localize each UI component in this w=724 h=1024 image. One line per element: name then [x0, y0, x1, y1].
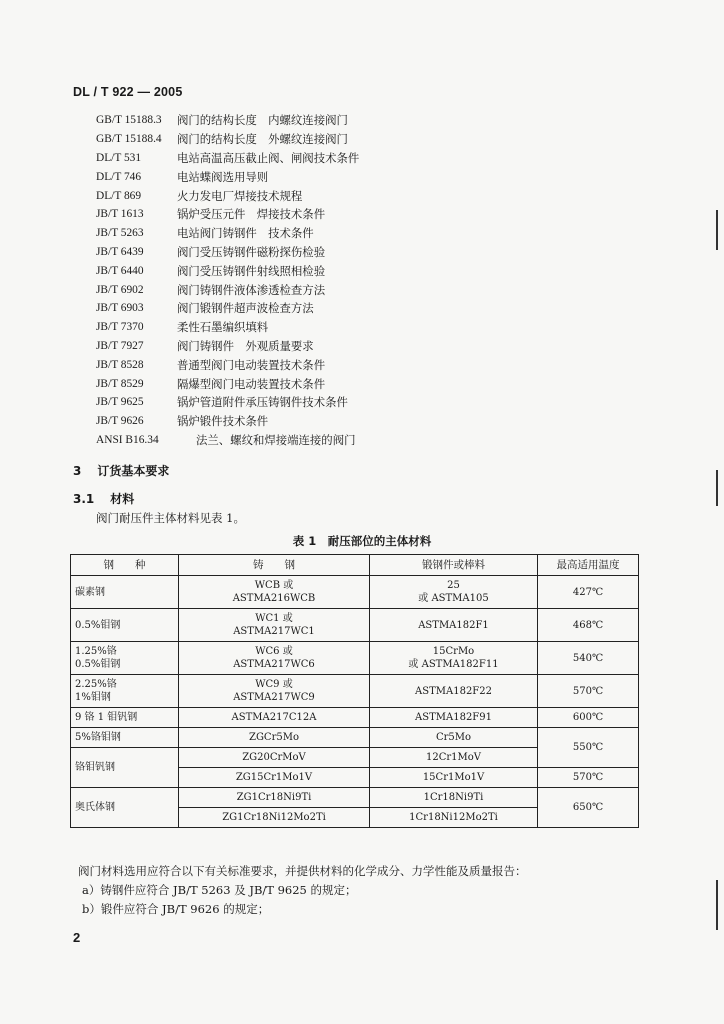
forged-steel-cell: ASTMA182F22 [370, 675, 538, 708]
list-item [96, 280, 416, 299]
max-temp-cell: 600℃ [538, 708, 639, 728]
standard-code: JB/T 7927 [96, 339, 144, 352]
max-temp-cell: 540℃ [538, 642, 639, 675]
forged-steel-cell: Cr5Mo [370, 728, 538, 748]
document-code-header: DL / T 922 — 2005 [73, 85, 183, 99]
list-item [96, 130, 416, 149]
section-heading [73, 462, 185, 479]
list-item [96, 224, 416, 243]
table-row [71, 642, 639, 675]
list-item [96, 261, 416, 280]
cast-steel-cell: ASTMA217C12A [179, 708, 370, 728]
standard-code: JB/T 9625 [96, 396, 144, 409]
section-number: 3 [73, 464, 82, 478]
list-item [96, 412, 416, 431]
table-header-row [71, 555, 639, 576]
max-temp-cell: 650℃ [538, 788, 639, 828]
standard-code: DL/T 869 [96, 189, 142, 202]
cast-steel-cell: WC1 或 ASTMA217WC1 [179, 609, 370, 642]
steel-type-cell: 铬钼钒钢 [71, 748, 179, 788]
section-title: 订货基本要求 [97, 464, 170, 478]
list-item [96, 318, 416, 337]
standard-code: JB/T 7370 [96, 321, 144, 334]
forged-steel-cell: ASTMA182F91 [370, 708, 538, 728]
forged-steel-cell: 12Cr1MoV [370, 748, 538, 768]
subsection-heading [73, 490, 150, 507]
steel-type-cell: 0.5%钼钢 [71, 609, 179, 642]
list-item [96, 186, 416, 205]
standard-code: JB/T 6439 [96, 245, 144, 258]
cast-steel-cell: WCB 或 ASTMA216WCB [179, 576, 370, 609]
standard-code: GB/T 15188.4 [96, 133, 162, 146]
cast-steel-cell: ZG15Cr1Mo1V [179, 768, 370, 788]
standard-code: JB/T 6903 [96, 302, 144, 315]
standard-title: 阀门铸钢件液体渗透检查方法 [177, 282, 326, 297]
standard-code: DL/T 531 [96, 151, 142, 164]
standard-code: JB/T 6902 [96, 283, 144, 296]
standard-title: 电站蝶阀选用导则 [177, 169, 269, 184]
list-item [96, 243, 416, 262]
materials-table [70, 554, 639, 828]
standard-code: JB/T 1613 [96, 208, 144, 221]
scan-edge-mark [716, 210, 718, 250]
table-row [71, 576, 639, 609]
max-temp-cell: 570℃ [538, 675, 639, 708]
scan-edge-mark [716, 880, 718, 930]
standard-title: 普通型阀门电动装置技术条件 [177, 357, 326, 372]
requirements-paragraph: 阀门材料选用应符合以下有关标准要求，并提供材料的化学成分、力学性能及质量报告： [78, 864, 527, 878]
standard-title: 锅炉锻件技术条件 [177, 414, 269, 429]
standard-code: JB/T 6440 [96, 264, 144, 277]
page-number: 2 [73, 930, 81, 945]
steel-type-cell: 碳素钢 [71, 576, 179, 609]
standard-code: GB/T 15188.3 [96, 114, 162, 127]
standard-title: 锅炉管道附件承压铸钢件技术条件 [177, 395, 348, 410]
standard-code: JB/T 5263 [96, 227, 144, 240]
forged-steel-cell: 15CrMo 或 ASTMA182F11 [370, 642, 538, 675]
cast-steel-cell: WC6 或 ASTMA217WC6 [179, 642, 370, 675]
standard-title: 阀门锻钢件超声波检查方法 [177, 301, 314, 316]
material-requirements [78, 862, 527, 919]
table-row [71, 788, 639, 808]
cast-steel-cell: ZGCr5Mo [179, 728, 370, 748]
list-item [96, 299, 416, 318]
standard-code: JB/T 8528 [96, 358, 144, 371]
standard-title: 阀门受压铸钢件射线照相检验 [177, 263, 326, 278]
table-caption: 表 1 耐压部位的主体材料 [292, 534, 432, 548]
list-item [96, 167, 416, 186]
normative-references-list [96, 111, 416, 449]
standard-title: 阀门铸钢件 外观质量要求 [177, 338, 314, 353]
forged-steel-cell: 15Cr1Mo1V [370, 768, 538, 788]
cast-steel-cell: ZG1Cr18Ni12Mo2Ti [179, 808, 370, 828]
max-temp-cell: 570℃ [538, 768, 639, 788]
steel-type-cell: 2.25%铬 1%钼钢 [71, 675, 179, 708]
steel-type-cell: 1.25%铬 0.5%钼钢 [71, 642, 179, 675]
column-header: 锻钢件或棒料 [370, 555, 538, 576]
standard-code: JB/T 9626 [96, 415, 144, 428]
steel-type-cell: 5%铬钼钢 [71, 728, 179, 748]
steel-type-cell: 9 铬 1 钼钒钢 [71, 708, 179, 728]
forged-steel-cell: ASTMA182F1 [370, 609, 538, 642]
scan-edge-mark [716, 470, 718, 506]
column-header: 钢 种 [71, 555, 179, 576]
list-item [96, 149, 416, 168]
list-item [96, 205, 416, 224]
standard-title: 电站高温高压截止阀、闸阀技术条件 [177, 150, 360, 165]
steel-type-cell: 奥氏体钢 [71, 788, 179, 828]
requirement-item-a: a）铸钢件应符合 JB/T 5263 及 JB/T 9625 的规定； [82, 883, 357, 897]
table-row [71, 728, 639, 748]
forged-steel-cell: 1Cr18Ni9Ti [370, 788, 538, 808]
standard-title: 柔性石墨编织填料 [177, 320, 269, 335]
list-item [96, 374, 416, 393]
max-temp-cell: 468℃ [538, 609, 639, 642]
cast-steel-cell: ZG1Cr18Ni9Ti [179, 788, 370, 808]
intro-paragraph: 阀门耐压件主体材料见表 1。 [96, 511, 245, 525]
standard-code: DL/T 746 [96, 170, 142, 183]
standard-title: 电站阀门铸钢件 技术条件 [177, 226, 314, 241]
list-item [96, 111, 416, 130]
standard-title: 法兰、螺纹和焊接端连接的阀门 [196, 432, 356, 447]
standard-title: 隔爆型阀门电动装置技术条件 [177, 376, 326, 391]
table-row [71, 609, 639, 642]
standard-title: 锅炉受压元件 焊接技术条件 [177, 207, 326, 222]
cast-steel-cell: WC9 或 ASTMA217WC9 [179, 675, 370, 708]
forged-steel-cell: 1Cr18Ni12Mo2Ti [370, 808, 538, 828]
standard-title: 火力发电厂焊接技术规程 [177, 188, 303, 203]
standard-title: 阀门的结构长度 外螺纹连接阀门 [177, 132, 348, 147]
table-row [71, 708, 639, 728]
list-item [96, 393, 416, 412]
list-item [96, 337, 416, 356]
standard-title: 阀门受压铸钢件磁粉探伤检验 [177, 244, 326, 259]
cast-steel-cell: ZG20CrMoV [179, 748, 370, 768]
column-header: 最高适用温度 [538, 555, 639, 576]
table-row [71, 675, 639, 708]
list-item [96, 355, 416, 374]
forged-steel-cell: 25 或 ASTMA105 [370, 576, 538, 609]
section-number: 3.1 [73, 492, 95, 506]
list-item [96, 431, 416, 450]
section-title: 材料 [110, 492, 135, 506]
max-temp-cell: 427℃ [538, 576, 639, 609]
standard-code: ANSI B16.34 [96, 433, 159, 446]
max-temp-cell: 550℃ [538, 728, 639, 768]
standard-code: JB/T 8529 [96, 377, 144, 390]
standard-title: 阀门的结构长度 内螺纹连接阀门 [177, 113, 348, 128]
requirement-item-b: b）锻件应符合 JB/T 9626 的规定； [82, 902, 270, 916]
column-header: 铸 钢 [179, 555, 370, 576]
